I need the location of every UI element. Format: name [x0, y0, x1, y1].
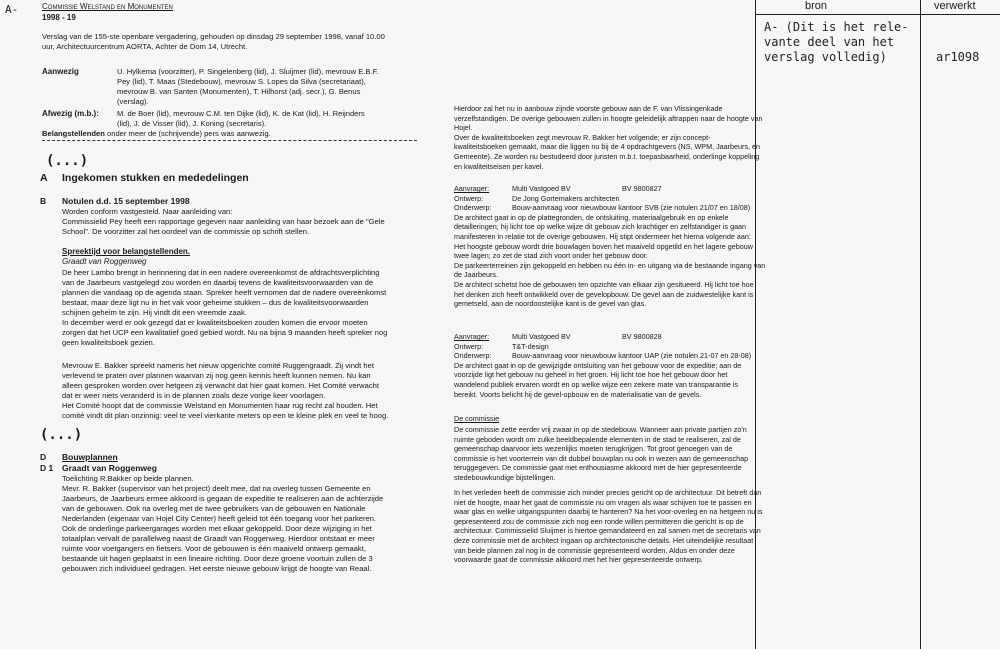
absent-label: Afwezig (m.b.): [42, 109, 99, 118]
app1-number: BV 9800827 [622, 184, 662, 193]
spreektijd-subtitle: Graadt van Roggenweg [62, 257, 147, 266]
interested-line [42, 129, 462, 139]
app2-onderwerp: Bouw-aanvraag voor nieuwbouw kantoor UAP (zie notulen 21-07 en 28-08) [512, 351, 752, 361]
app2-ontwerp-label: Ontwerp: [454, 341, 484, 351]
ellipsis-mark: (...) [46, 153, 89, 169]
section-b-letter: B [40, 196, 47, 206]
handwritten-note: A- (Dit is het rele- vante deel van het verslag volledig) [764, 20, 909, 64]
section-a-letter: A [40, 172, 48, 184]
minutes-title: Notulen d.d. 15 september 1998 [62, 196, 190, 206]
archive-col-verwerkt: verwerkt [934, 0, 976, 12]
report-number: 1998 - 19 [42, 13, 76, 22]
app2-aanvrager: Multi Vastgoed BV [512, 332, 571, 341]
report-intro: Verslag van de 155-ste openbare vergadering, gehouden op dinsdag 29 september 1998, vanaf 10.00 uur, Architectuurcentrum AORTA, Achter de Dom 14, Utrecht. [42, 32, 385, 51]
commissie-title: De commissie [454, 414, 500, 423]
spreektijd-paragraph-1: De heer Lambo brengt in herinnering dat in een nadere overeenkomst de afdrachtsverplichting van de Jaarbeurs vastgelegd zou worden en daarbij tevens de kwaliteitsvoorwaarden van de plannen die vandaag op de agenda staan. Spreker heeft vernomen dat de nadere overeenkomst bestaat, maar deze ligt nu in het vak voor geheime stukken – dus de kwaliteitsvoorwaarden schijnen geheim te zijn. Hij vindt dit een vreemde zaak. In december werd er ook gezegd dat er kwaliteitsboeken zouden komen die ervoor moeten zorgen dat het UCP een kwalitatief goed gebied wordt. Nu na bijna 9 maanden heeft spreker nog geen kwaliteitsboek gezien. [62, 268, 388, 347]
archive-code: ar1098 [936, 50, 980, 64]
app2-aanvrager-label: Aanvrager: [454, 332, 490, 341]
corner-mark: A- [5, 3, 19, 16]
app1-aanvrager-label: Aanvrager: [454, 184, 490, 193]
app2-number: BV 9800828 [622, 332, 662, 341]
app2-onderwerp-label: Onderwerp: [454, 351, 492, 361]
org-title: Commissie Welstand en Monumenten [42, 2, 173, 11]
archive-col-bron: bron [805, 0, 828, 12]
application-2 [454, 332, 832, 399]
spreektijd-title: Spreektijd voor belangstellenden. [62, 247, 191, 256]
app1-onderwerp-label: Onderwerp: [454, 203, 492, 213]
interested-label: Belangstellenden [42, 129, 105, 138]
section-d-letter: D [40, 452, 47, 462]
app1-ontwerp-label: Ontwerp: [454, 193, 484, 203]
section-d1-title: Graadt van Roggenweg [62, 463, 157, 473]
section-d1-text: Toelichting R.Bakker op beide plannen. Mevr. R. Bakker (supervisor van het project) deelt mee, dat na overleg tussen Gemeente en Jaarbeurs, de Jaarbeurs ermee akkoord is gegaan de expeditie te realiseren aan de achterzijde van de gebouwen. Ook na overleg met de twee gebruikers van de gebouwen en Nationale Nederlanden (eigenaar van Hojel City Center) heeft geleid tot één toegang voor het parkeren. Ook de onderlinge parkeergarages worden met elkaar gekoppeld. Door deze wijziging in het totaalplan vervalt de parallelweg naast de Graadt van Roggenweg. Hierdoor ontstaat er meer ruimte voor voetgangers en fietsers. Voor de gebouwen is één maaiveld ontwerp gemaakt, bestaande uit hagen geplaatst in een lineaire richting. Door deze groene voortuin zullen de 3 gebouwen zich individueel gedragen. Het eerste nieuwe gebouw krijgt de hoogte van Reaal. [62, 474, 384, 573]
application-1 [454, 184, 832, 309]
app2-ontwerp: T&T-design [512, 341, 549, 351]
attendance-divider [42, 140, 417, 141]
section-a-title: Ingekomen stukken en mededelingen [62, 172, 249, 184]
commissie-paragraph-2: In het verleden heeft de commissie zich minder precies gericht op de architectuur. Dit betreft dan niet de hoogte, maar het gaat de commissie nu om vragen als waar schijven toe te passen en waar glas en welke uitgangspunten daarbij te hanteren? Na het voor-overleg en na hetgeen nu is gepresenteerd zou de commissie zich nog een ronde willen permitteren die gericht is op de architectuur. Commissielid Sluijmer is hiertoe gemandateerd en zal samen met de secretaris van deze commissie met de architect ingaan op architectonische details. Het uiteindelijke resultaat van beide plannen zal nog in de commissie gepresenteerd worden. Aldus en onder deze voorwaarde gaat de commissie akkoord met het hier gepresenteerde ontwerp. [454, 488, 763, 565]
present-label: Aanwezig [42, 67, 79, 76]
section-d-title: Bouwplannen [62, 452, 118, 462]
minutes-text: Worden conform vastgesteld. Naar aanleiding van: Commissielid Pey heeft een rapportage gegeven naar aanleiding van haar bezoek aan de "Gele School". De voorzitter zal het oordeel van de commissie op schrift stellen. [62, 207, 385, 236]
absent-list: M. de Boer (lid), mevrouw C.M. ten Dijke (lid), K. de Kat (lid), H. Reijnders (lid), J. de Visser (lid), J. Koning (secretaris). [117, 109, 365, 128]
app1-onderwerp: Bouw-aanvraag voor nieuwbouw kantoor SVB (zie notulen 21/07 en 18/08) [512, 203, 751, 213]
app1-ontwerp: De Jong Gortemakers architecten [512, 193, 620, 203]
section-d1-letter: D 1 [40, 463, 54, 473]
app1-aanvrager: Multi Vastgoed BV [512, 184, 571, 193]
archive-header-rule [755, 14, 1000, 15]
present-list: U. Hylkema (voorzitter), P. Singelenberg (lid), J. Sluijmer (lid), mevrouw E.B.F. Pey (lid), T. Maas (Stedebouw), mevrouw S. Lopes da Silva (secretariaat), mevrouw B. van Santen (Monumenten), T. Hilhorst (adj. secr.), G. Benus (verslag). [117, 67, 379, 106]
app2-text: De architect gaat in op de gewijzigde ontsluiting van het gebouw voor de expeditie; aan de voorzijde ligt het gebouw nu geheel in het groen. Hij licht toe hoe het gebouw door het wandelend publiek ervaren wordt en op welke wijze een zekere mate van transparantie is bereikt. Voorts belicht hij de gevel-opbouw en de materialisatie van de gevels. [454, 360, 742, 399]
continued-text: Hierdoor zal het nu in aanbouw zijnde voorste gebouw aan de F. van Vlissingenkade verzelfstandigen. De overige gebouwen zullen in hoogte geleidelijk aftrappen naar de hoogte van Hojel. Over de kwaliteitsboeken zegt mevrouw R. Bakker het volgende; er zijn concept- kwaliteitsboeken gemaakt, maar die liggen nu bij de 4 opdrachtgevers (NS, WPM, Jaarbeurs, en Gemeente). Ze worden nu bestudeerd door juristen m.b.t. toepasbaarheid, onderlinge koppeling en kwaliteitseisen per kavel. [454, 104, 763, 171]
app1-text: De architect gaat in op de plattegronden, de ontsluiting, materiaalgebruik en op enkele detailleringen; hij licht toe op welke wijze dit gebouw zich krachtiger en zelfstandiger is gaan manifesteren in relatie tot de overige gebouwen. Hij stipt ondermeer het hierna volgende aan: Het hoogste gebouw wordt drie bouwlagen boven het maaiveld opgetild en het lagere gebouw twee lagen; zo zet de stad zich voort onder het gebouw door. De parkeerterreinen zijn gekoppeld en hebben nu één in- en uitgang via de bestaande ingang van de Jaarbeurs. De architect schetst hoe de gebouwen ten opzichte van elkaar zijn gesitueerd. Hij licht toe hoe het denken zich heeft ontwikkeld over de gevelopbouw. De gevel aan de zuidwestelijke kant is gemetseld, aan de noordoostelijke kant is de gevel van glas. [454, 212, 766, 309]
spreektijd-paragraph-2: Mevrouw E. Bakker spreekt namens het nieuw opgerichte comité Ruggengraadt. Zij vindt het verlevend te praten over plannen waarvan zij nog geen kennis heeft kunnen nemen. Nu kan alleen gesproken worden over hetgeen zij verwacht dat hier gaat komen. Het Comité verwacht dat er weer niets veranderd is in de plannen zoals deze vorige keer voorlagen. Het Comité hoopt dat de commissie Welstand en Monumenten haar rug recht zal houden. Het comité vindt dit plan onzinnig: veel te veel vierkante meters op een te kleine plek en veel te hoog. [62, 361, 389, 420]
archive-column-divider-2 [920, 0, 921, 649]
interested-text: onder meer de (schrijvende) pers was aanwezig. [107, 129, 271, 138]
commissie-paragraph-1: De commissie zette eerder vrij zwaar in op de stedebouw. Wanneer aan private partijen zo'n ruimte geboden wordt om zulke beeldbepalende elementen in de stad te realiseren, zal de gemeenschap daarvoor iets wezenlijks moeten terugkrijgen. Tot groot genoegen van de commissie is het voorterrein van dit dubbel bouwplan nu ook in wezen aan de gemeenschap teruggegeven. De commissie gaat met enthousiasme akkoord met de hier gepresenteerde stedebouwkundige bijstellingen. [454, 425, 749, 482]
ellipsis-mark-2: (...) [40, 427, 83, 443]
